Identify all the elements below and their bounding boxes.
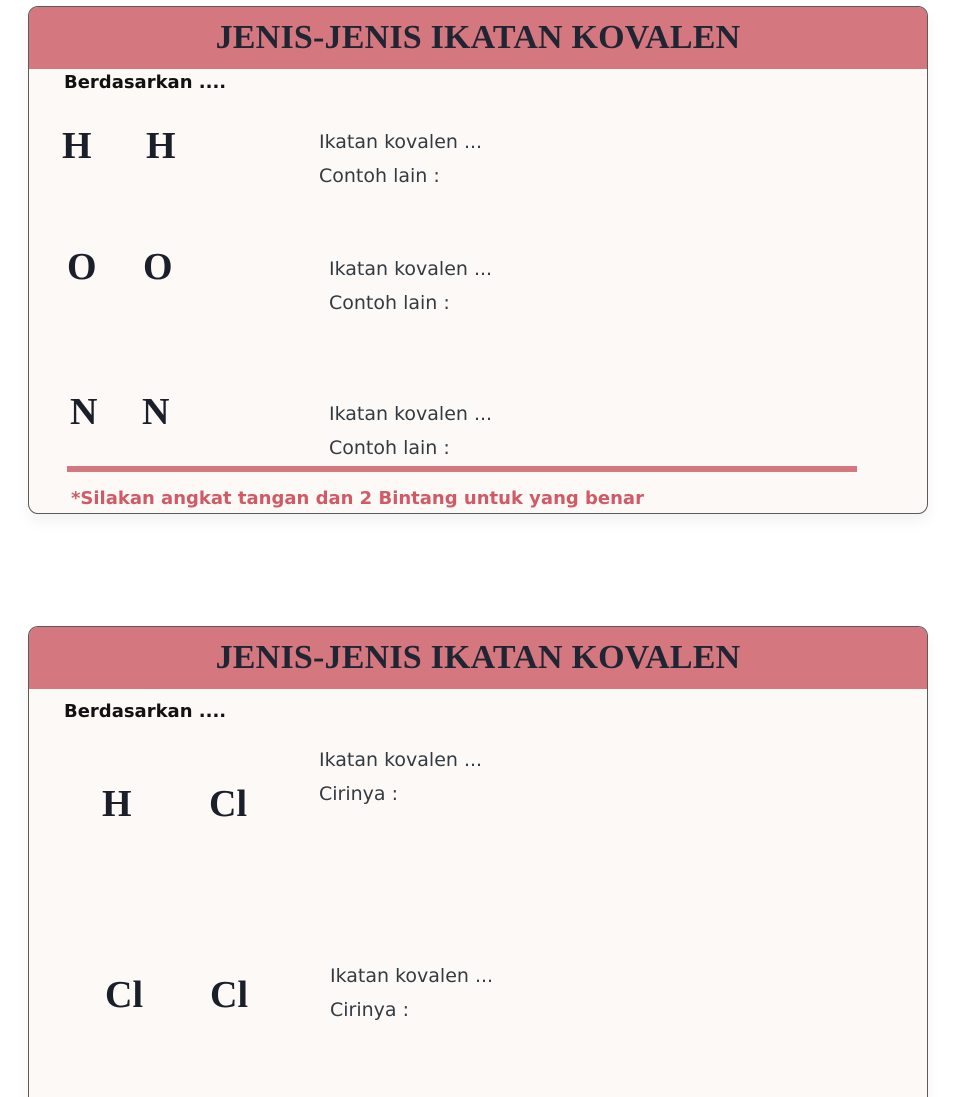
atom-label: H [146, 125, 176, 167]
bond-description [319, 743, 482, 811]
example-text: Contoh lain : [329, 292, 450, 314]
slide-card-1 [28, 6, 928, 514]
atom-label: Cl [209, 783, 247, 825]
characteristic-text: Cirinya : [319, 783, 399, 805]
bond-description [329, 397, 492, 465]
atom-label: Cl [210, 974, 248, 1016]
atom-label: N [142, 391, 170, 433]
instruction-note: *Silakan angkat tangan dan 2 Bintang untuk yang benar [71, 488, 644, 509]
bond-type-text: Ikatan kovalen ... [330, 965, 494, 987]
bond-description [329, 252, 492, 320]
example-text: Contoh lain : [319, 165, 440, 187]
atom-label: H [102, 783, 132, 825]
bond-type-text: Ikatan kovalen ... [319, 131, 483, 153]
bond-description [330, 959, 493, 1027]
example-text: Contoh lain : [329, 437, 450, 459]
atom-label: O [67, 246, 97, 288]
atom-label: Cl [105, 974, 143, 1016]
characteristic-text: Cirinya : [330, 999, 410, 1021]
bond-type-text: Ikatan kovalen ... [329, 403, 493, 425]
bond-description [319, 125, 482, 193]
slide-card-2 [28, 626, 928, 1097]
divider [67, 466, 857, 472]
atom-label: N [70, 391, 98, 433]
card-subtitle: Berdasarkan .... [64, 701, 227, 722]
bond-type-text: Ikatan kovalen ... [319, 749, 483, 771]
card-title: JENIS-JENIS IKATAN KOVALEN [29, 7, 927, 69]
atom-label: O [143, 246, 173, 288]
bond-type-text: Ikatan kovalen ... [329, 258, 493, 280]
card-subtitle: Berdasarkan .... [64, 72, 227, 93]
atom-label: H [62, 125, 92, 167]
card-title: JENIS-JENIS IKATAN KOVALEN [29, 627, 927, 689]
